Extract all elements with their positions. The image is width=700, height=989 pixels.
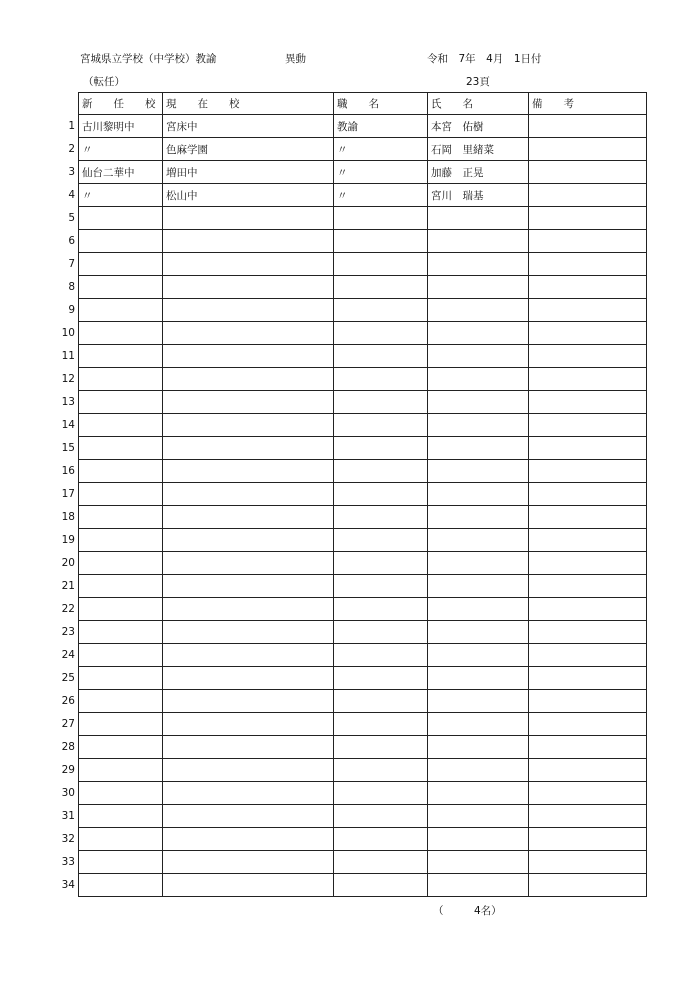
cell-position: [333, 575, 427, 597]
cell-name: [427, 598, 528, 620]
cell-new-school: [78, 345, 162, 367]
cell-new-school: [78, 230, 162, 252]
cell-current-school: [162, 805, 333, 827]
cell-current-school: 松山中: [162, 184, 333, 206]
row-number: 21: [61, 580, 75, 592]
row-number: 32: [61, 833, 75, 845]
cell-name: [427, 690, 528, 712]
row-number: 2: [68, 143, 75, 155]
cell-position: [333, 644, 427, 666]
cell-new-school: [78, 805, 162, 827]
table-row: [61, 437, 647, 460]
cell-current-school: [162, 690, 333, 712]
cell-current-school: 色麻学園: [162, 138, 333, 160]
cell-new-school: [78, 299, 162, 321]
cell-name: 加藤 正晃: [427, 161, 528, 183]
table-row: [61, 874, 647, 897]
cell-position: 教諭: [333, 115, 427, 137]
cell-name: [427, 644, 528, 666]
cell-position: [333, 230, 427, 252]
cell-position: [333, 621, 427, 643]
cell-new-school: [78, 276, 162, 298]
table-row: [68, 207, 647, 230]
cell-position: [333, 322, 427, 344]
cell-current-school: [162, 230, 333, 252]
cell-name: [427, 299, 528, 321]
column-header-position: 職 名: [333, 93, 427, 114]
cell-note: [528, 207, 647, 229]
cell-current-school: [162, 391, 333, 413]
row-number: 9: [68, 304, 75, 316]
cell-new-school: [78, 667, 162, 689]
table-row: [68, 138, 647, 161]
cell-new-school: 〃: [78, 138, 162, 160]
cell-new-school: 仙台二華中: [78, 161, 162, 183]
cell-note: [528, 138, 647, 160]
cell-note: [528, 736, 647, 758]
cell-new-school: [78, 713, 162, 735]
column-header-new-school: 新 任 校: [78, 93, 162, 114]
cell-position: [333, 874, 427, 896]
cell-current-school: [162, 713, 333, 735]
cell-note: [528, 690, 647, 712]
column-header-current-school: 現 在 校: [162, 93, 333, 114]
table-row: [61, 483, 647, 506]
cell-current-school: [162, 276, 333, 298]
cell-name: [427, 345, 528, 367]
cell-current-school: [162, 414, 333, 436]
footer-open-paren: （: [433, 905, 444, 917]
row-number: 16: [61, 465, 75, 477]
table-row: [61, 782, 647, 805]
cell-current-school: [162, 299, 333, 321]
cell-new-school: [78, 506, 162, 528]
cell-position: [333, 368, 427, 390]
cell-name: [427, 713, 528, 735]
cell-note: [528, 782, 647, 804]
cell-position: 〃: [333, 184, 427, 206]
table-row: [61, 621, 647, 644]
row-number: 30: [61, 787, 75, 799]
cell-note: [528, 184, 647, 206]
cell-note: [528, 115, 647, 137]
cell-position: [333, 483, 427, 505]
table-row: [61, 713, 647, 736]
column-header-note: 備 考: [528, 93, 647, 114]
row-number: 15: [61, 442, 75, 454]
row-number: 3: [68, 166, 75, 178]
cell-name: [427, 828, 528, 850]
cell-note: [528, 161, 647, 183]
row-number: 33: [61, 856, 75, 868]
cell-position: [333, 437, 427, 459]
table-row: [61, 690, 647, 713]
cell-position: [333, 851, 427, 873]
table-row: [61, 575, 647, 598]
cell-current-school: [162, 575, 333, 597]
cell-new-school: [78, 552, 162, 574]
cell-position: [333, 529, 427, 551]
table-row: [68, 230, 647, 253]
cell-new-school: 〃: [78, 184, 162, 206]
cell-name: [427, 322, 528, 344]
cell-name: [427, 414, 528, 436]
transfer-table: [61, 92, 647, 897]
cell-note: [528, 759, 647, 781]
table-row: [61, 552, 647, 575]
table-row: [61, 345, 647, 368]
cell-current-school: [162, 851, 333, 873]
table-row: [68, 253, 647, 276]
cell-current-school: [162, 552, 333, 574]
cell-current-school: [162, 621, 333, 643]
cell-new-school: [78, 322, 162, 344]
cell-current-school: [162, 207, 333, 229]
document-title: 宮城県立学校（中学校）教諭: [80, 53, 217, 65]
cell-position: [333, 782, 427, 804]
cell-new-school: [78, 690, 162, 712]
cell-new-school: [78, 598, 162, 620]
cell-note: [528, 552, 647, 574]
cell-current-school: [162, 874, 333, 896]
cell-name: [427, 805, 528, 827]
table-row: [61, 506, 647, 529]
cell-current-school: [162, 759, 333, 781]
cell-current-school: [162, 644, 333, 666]
cell-note: [528, 253, 647, 275]
table-row: [61, 322, 647, 345]
table-row: [68, 299, 647, 322]
cell-current-school: [162, 253, 333, 275]
cell-position: [333, 207, 427, 229]
row-number: 10: [61, 327, 75, 339]
cell-current-school: [162, 736, 333, 758]
cell-name: 宮川 瑞基: [427, 184, 528, 206]
cell-position: [333, 759, 427, 781]
cell-note: [528, 437, 647, 459]
cell-position: [333, 713, 427, 735]
cell-name: [427, 782, 528, 804]
cell-current-school: [162, 598, 333, 620]
cell-new-school: [78, 644, 162, 666]
cell-name: [427, 506, 528, 528]
cell-new-school: [78, 437, 162, 459]
cell-position: [333, 690, 427, 712]
cell-name: [427, 368, 528, 390]
column-header-name: 氏 名: [427, 93, 528, 114]
cell-current-school: [162, 437, 333, 459]
cell-note: [528, 414, 647, 436]
cell-current-school: 宮床中: [162, 115, 333, 137]
cell-name: [427, 851, 528, 873]
cell-note: [528, 805, 647, 827]
cell-current-school: [162, 782, 333, 804]
row-number: 6: [68, 235, 75, 247]
cell-name: [427, 391, 528, 413]
table-header-row: [78, 92, 647, 115]
cell-current-school: [162, 828, 333, 850]
cell-name: [427, 552, 528, 574]
table-row: [68, 276, 647, 299]
cell-position: [333, 276, 427, 298]
cell-position: [333, 736, 427, 758]
table-row: [61, 667, 647, 690]
table-row: [68, 161, 647, 184]
cell-position: [333, 667, 427, 689]
cell-new-school: [78, 621, 162, 643]
cell-position: 〃: [333, 138, 427, 160]
cell-note: [528, 575, 647, 597]
cell-name: [427, 874, 528, 896]
footer-count: 4名）: [474, 905, 502, 917]
cell-name: [427, 207, 528, 229]
transfer-type: （転任）: [83, 76, 125, 88]
cell-new-school: [78, 874, 162, 896]
table-row: [61, 391, 647, 414]
table-row: [61, 598, 647, 621]
row-number: 23: [61, 626, 75, 638]
cell-current-school: [162, 368, 333, 390]
cell-new-school: [78, 207, 162, 229]
cell-position: [333, 552, 427, 574]
cell-name: 本宮 佑樹: [427, 115, 528, 137]
cell-position: [333, 805, 427, 827]
row-number: 5: [68, 212, 75, 224]
cell-note: [528, 874, 647, 896]
row-number: 14: [61, 419, 75, 431]
cell-position: [333, 253, 427, 275]
document-category: 異動: [285, 53, 306, 65]
row-number: 31: [61, 810, 75, 822]
row-number: 20: [61, 557, 75, 569]
cell-current-school: [162, 345, 333, 367]
table-row: [61, 805, 647, 828]
cell-note: [528, 644, 647, 666]
cell-new-school: [78, 414, 162, 436]
table-body: [61, 115, 647, 897]
table-row: [61, 736, 647, 759]
cell-note: [528, 460, 647, 482]
cell-note: [528, 322, 647, 344]
row-number: 28: [61, 741, 75, 753]
table-row: [61, 828, 647, 851]
row-number: 29: [61, 764, 75, 776]
row-number: 27: [61, 718, 75, 730]
effective-date: 令和 7年 4月 1日付: [427, 53, 542, 65]
cell-position: [333, 506, 427, 528]
cell-note: [528, 506, 647, 528]
cell-position: 〃: [333, 161, 427, 183]
cell-note: [528, 345, 647, 367]
cell-note: [528, 598, 647, 620]
row-number: 26: [61, 695, 75, 707]
cell-new-school: [78, 575, 162, 597]
table-row: [61, 368, 647, 391]
cell-new-school: [78, 851, 162, 873]
cell-current-school: [162, 667, 333, 689]
cell-name: [427, 736, 528, 758]
row-number: 7: [68, 258, 75, 270]
cell-current-school: 増田中: [162, 161, 333, 183]
cell-name: [427, 437, 528, 459]
cell-name: [427, 667, 528, 689]
cell-note: [528, 621, 647, 643]
cell-position: [333, 391, 427, 413]
cell-note: [528, 667, 647, 689]
cell-note: [528, 828, 647, 850]
cell-new-school: [78, 368, 162, 390]
cell-new-school: [78, 759, 162, 781]
row-number: 22: [61, 603, 75, 615]
cell-note: [528, 299, 647, 321]
cell-note: [528, 276, 647, 298]
cell-name: 石岡 里緒菜: [427, 138, 528, 160]
cell-name: [427, 276, 528, 298]
cell-note: [528, 230, 647, 252]
cell-new-school: [78, 782, 162, 804]
row-number: 17: [61, 488, 75, 500]
cell-current-school: [162, 460, 333, 482]
cell-name: [427, 759, 528, 781]
cell-name: [427, 621, 528, 643]
cell-name: [427, 529, 528, 551]
row-number: 13: [61, 396, 75, 408]
table-row: [61, 759, 647, 782]
cell-position: [333, 414, 427, 436]
table-row: [68, 184, 647, 207]
cell-current-school: [162, 322, 333, 344]
cell-position: [333, 345, 427, 367]
cell-note: [528, 483, 647, 505]
cell-name: [427, 253, 528, 275]
row-number: 1: [68, 120, 75, 132]
cell-note: [528, 391, 647, 413]
cell-note: [528, 368, 647, 390]
cell-new-school: [78, 483, 162, 505]
row-number: 19: [61, 534, 75, 546]
cell-current-school: [162, 506, 333, 528]
row-number: 34: [61, 879, 75, 891]
cell-current-school: [162, 483, 333, 505]
cell-new-school: [78, 828, 162, 850]
row-number: 12: [61, 373, 75, 385]
cell-note: [528, 713, 647, 735]
cell-note: [528, 529, 647, 551]
cell-new-school: [78, 460, 162, 482]
row-number: 8: [68, 281, 75, 293]
row-number: 4: [68, 189, 75, 201]
table-row: [68, 115, 647, 138]
table-row: [61, 529, 647, 552]
row-number: 25: [61, 672, 75, 684]
cell-position: [333, 598, 427, 620]
cell-name: [427, 460, 528, 482]
cell-position: [333, 828, 427, 850]
cell-position: [333, 299, 427, 321]
table-row: [61, 851, 647, 874]
cell-new-school: [78, 391, 162, 413]
cell-name: [427, 575, 528, 597]
cell-new-school: [78, 736, 162, 758]
cell-new-school: [78, 529, 162, 551]
table-row: [61, 644, 647, 667]
row-number: 18: [61, 511, 75, 523]
cell-name: [427, 230, 528, 252]
row-number: 11: [61, 350, 75, 362]
cell-position: [333, 460, 427, 482]
cell-current-school: [162, 529, 333, 551]
cell-new-school: 古川黎明中: [78, 115, 162, 137]
table-row: [61, 414, 647, 437]
page-number: 23頁: [466, 76, 490, 88]
table-row: [61, 460, 647, 483]
cell-new-school: [78, 253, 162, 275]
cell-note: [528, 851, 647, 873]
row-number: 24: [61, 649, 75, 661]
cell-name: [427, 483, 528, 505]
